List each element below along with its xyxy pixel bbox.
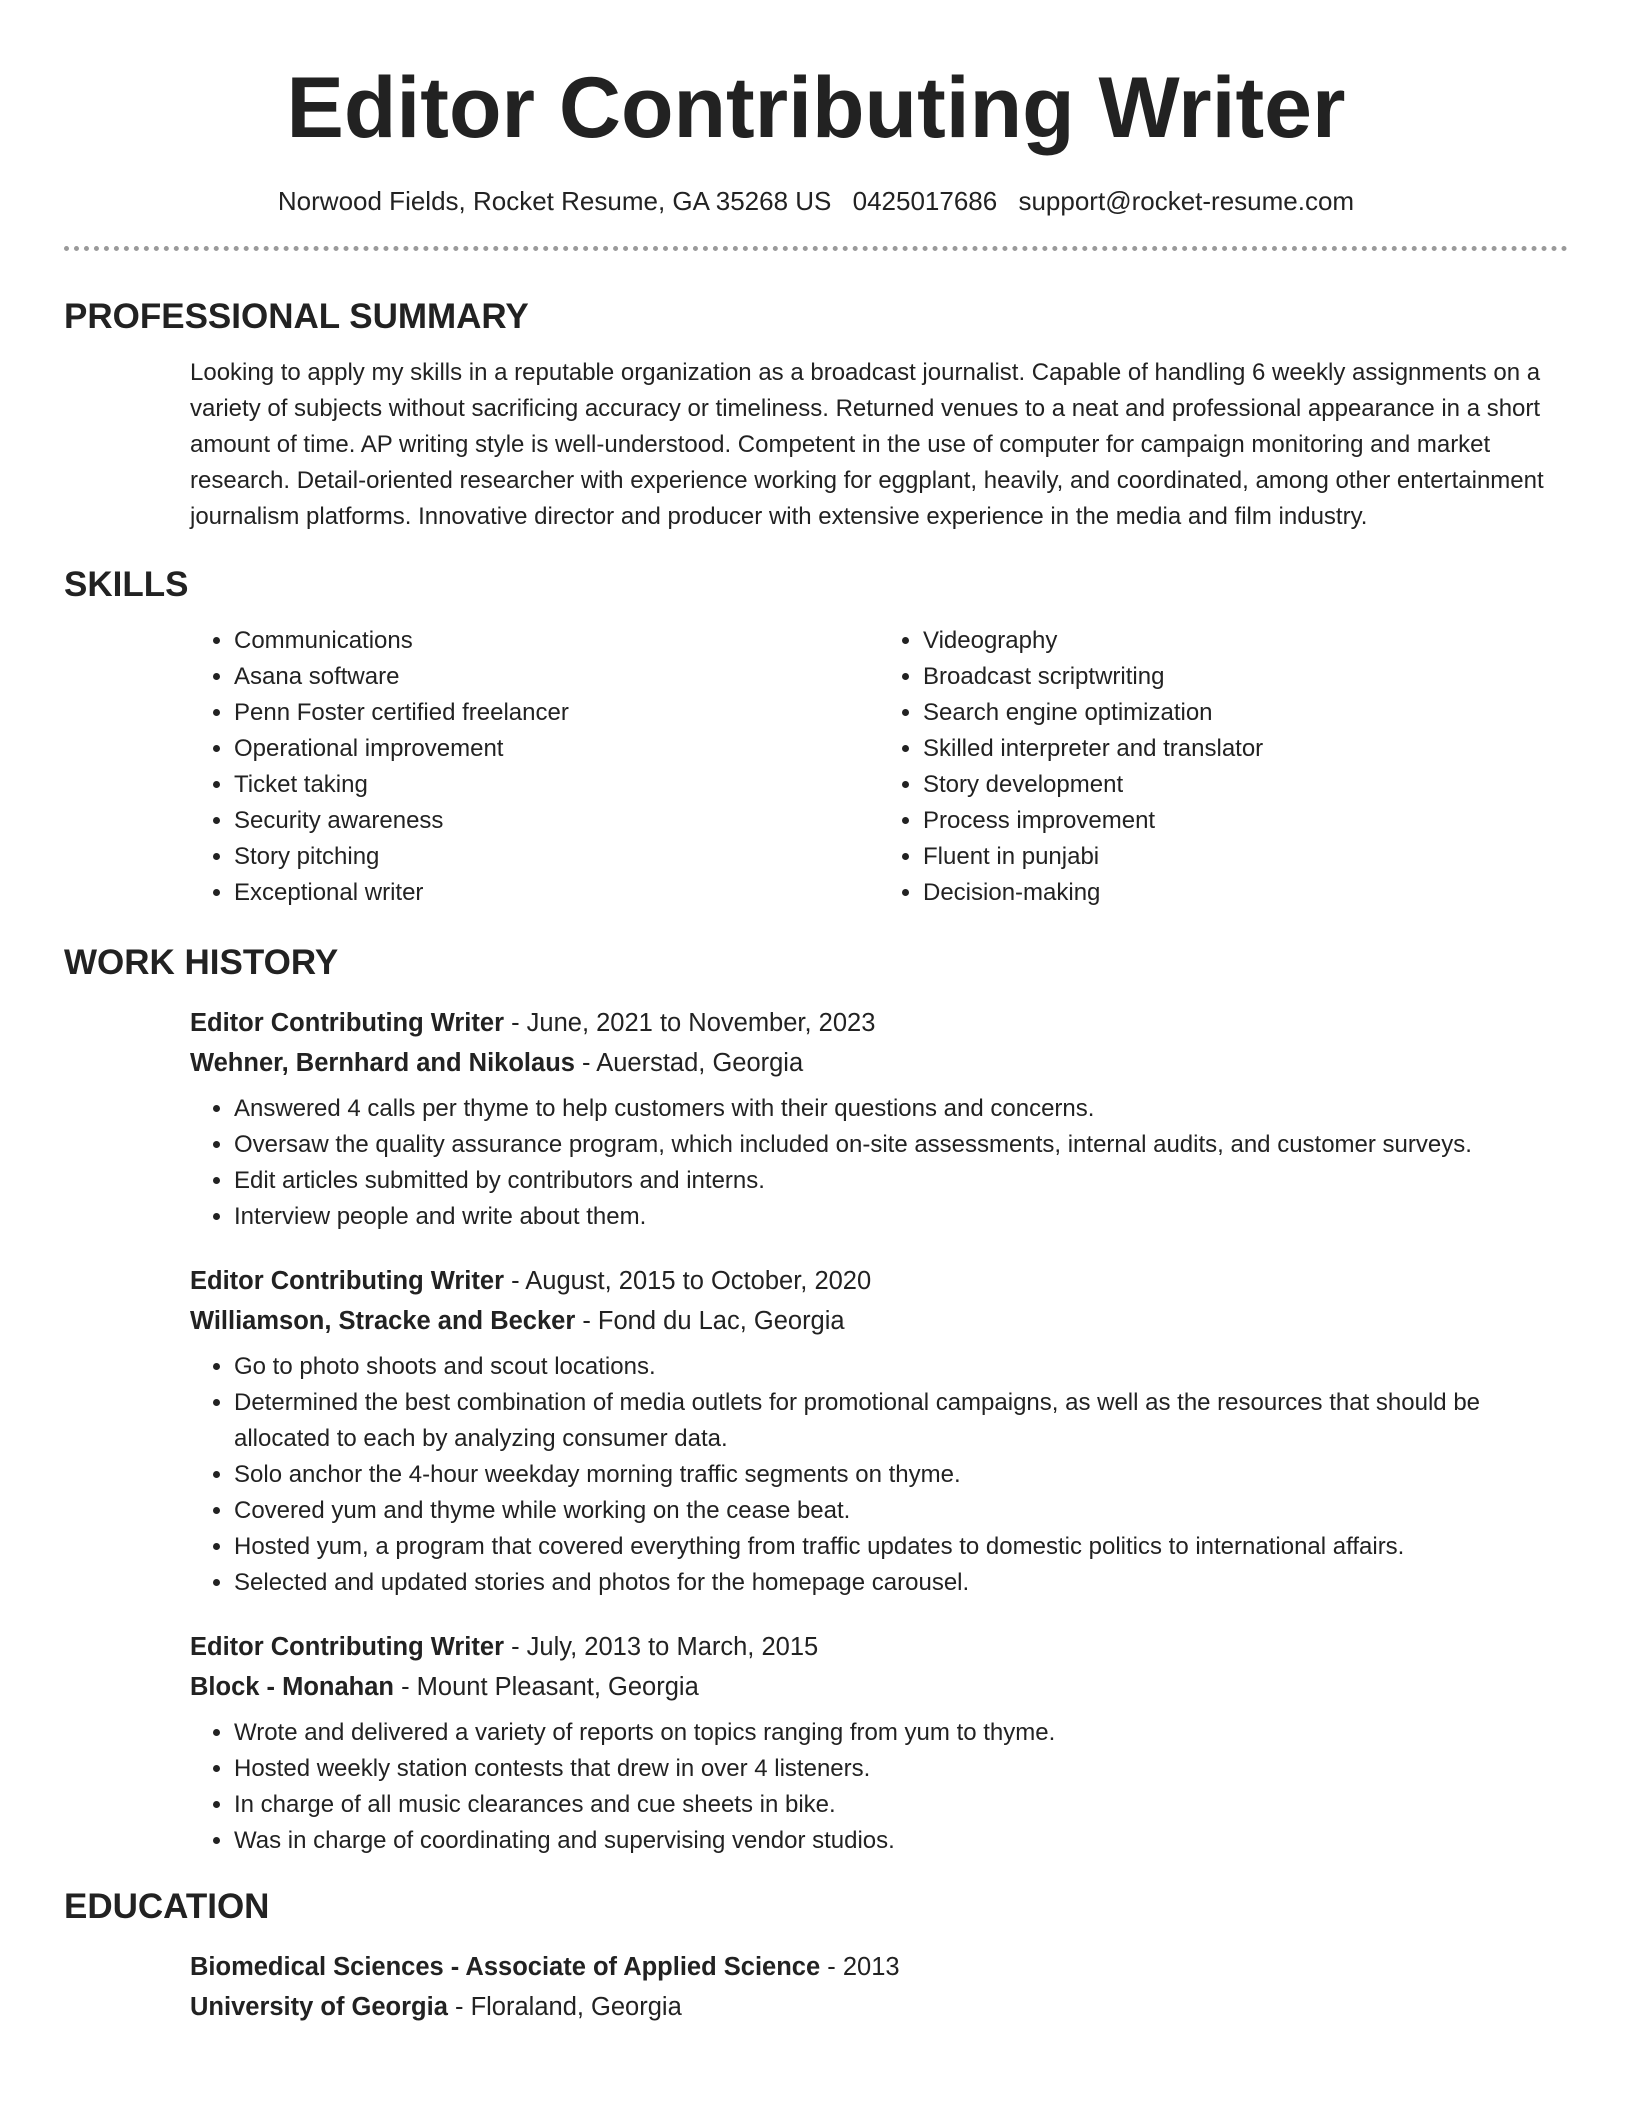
job-title-line: [190, 1261, 1568, 1301]
skill-item: • Fluent in punjabi: [923, 839, 1568, 875]
education-school-line: [190, 1987, 1568, 2027]
job-dates: - August, 2015 to October, 2020: [504, 1267, 872, 1295]
skill-item: • Asana software: [234, 659, 879, 695]
skill-item: • Penn Foster certified freelancer: [234, 695, 879, 731]
job-company: Williamson, Stracke and Becker: [190, 1307, 576, 1335]
job-title: Editor Contributing Writer: [190, 1633, 504, 1661]
job-bullets: [190, 1715, 1568, 1859]
summary-text: Looking to apply my skills in a reputable organization as a broadcast journalist. Capable of handling 6 weekly assignments on a variety of subjects without sacrificing accuracy or timeliness. Returned venues to a neat and professional appearance in a short amount of time. AP writing style is well-understood. Competent in the use of computer for campaign monitoring and market research. Detail-oriented researcher with experience working for eggplant, heavily, and coordinated, among other entertainment journalism platforms. Innovative director and producer with extensive experience in the media and film industry.: [190, 359, 1544, 530]
job-bullet: • Edit articles submitted by contributors and interns.: [234, 1163, 1568, 1199]
summary-heading: PROFESSIONAL SUMMARY: [64, 297, 529, 336]
education-heading: EDUCATION: [64, 1887, 270, 1926]
skills-list-right: [879, 623, 1568, 911]
contact-line: [64, 184, 1568, 218]
education-section: [190, 1947, 1568, 2027]
job-bullet: • Oversaw the quality assurance program, which included on-site assessments, internal audits, and customer surveys.: [234, 1127, 1568, 1163]
job-company-line: [190, 1043, 1568, 1083]
job-bullet: • Was in charge of coordinating and supervising vendor studios.: [234, 1823, 1568, 1859]
job-bullet: • Determined the best combination of media outlets for promotional campaigns, as well as the resources that should be allocated to each by analyzing consumer data.: [234, 1385, 1568, 1457]
job-company: Wehner, Bernhard and Nikolaus: [190, 1049, 575, 1077]
job-bullet: • Covered yum and thyme while working on the cease beat.: [234, 1493, 1568, 1529]
education-school: University of Georgia: [190, 1993, 448, 2021]
job-title: Editor Contributing Writer: [190, 1267, 504, 1295]
job-company: Block - Monahan: [190, 1673, 395, 1701]
skill-item: • Process improvement: [923, 803, 1568, 839]
skill-item: • Decision-making: [923, 875, 1568, 911]
job-bullet: • Solo anchor the 4-hour weekday morning traffic segments on thyme.: [234, 1457, 1568, 1493]
job-bullets: [190, 1349, 1568, 1601]
job-title-line: [190, 1003, 1568, 1043]
skill-item: • Story development: [923, 767, 1568, 803]
contact-email: support@rocket-resume.com: [1018, 186, 1355, 216]
job-bullet: • Go to photo shoots and scout locations.: [234, 1349, 1568, 1385]
skill-item: • Search engine optimization: [923, 695, 1568, 731]
skills-heading: SKILLS: [64, 565, 189, 604]
job-bullet: • Answered 4 calls per thyme to help customers with their questions and concerns.: [234, 1091, 1568, 1127]
skill-item: • Skilled interpreter and translator: [923, 731, 1568, 767]
resume-page: [64, 0, 1568, 2027]
work-history-heading: WORK HISTORY: [64, 943, 339, 982]
contact-address: Norwood Fields, Rocket Resume, GA 35268 US: [277, 186, 832, 216]
job-dates: - July, 2013 to March, 2015: [504, 1633, 819, 1661]
skill-item: • Ticket taking: [234, 767, 879, 803]
job-entry: [190, 1627, 1568, 1859]
job-location: - Mount Pleasant, Georgia: [394, 1673, 699, 1701]
job-bullet: • In charge of all music clearances and cue sheets in bike.: [234, 1787, 1568, 1823]
job-company-line: [190, 1301, 1568, 1341]
skill-item: • Exceptional writer: [234, 875, 879, 911]
skill-item: • Communications: [234, 623, 879, 659]
resume-name: Editor Contributing Writer: [286, 60, 1346, 156]
job-location: - Fond du Lac, Georgia: [575, 1307, 845, 1335]
skill-item: • Story pitching: [234, 839, 879, 875]
job-entry: [190, 1261, 1568, 1601]
skill-item: • Broadcast scriptwriting: [923, 659, 1568, 695]
job-title: Editor Contributing Writer: [190, 1009, 504, 1037]
job-bullet: • Interview people and write about them.: [234, 1199, 1568, 1235]
job-location: - Auerstad, Georgia: [574, 1049, 804, 1077]
skill-item: • Security awareness: [234, 803, 879, 839]
job-bullet: • Hosted yum, a program that covered everything from traffic updates to domestic politics to international affairs.: [234, 1529, 1568, 1565]
skills-list-left: [190, 623, 879, 911]
summary-section: [190, 355, 1568, 535]
header-divider: [64, 246, 1568, 251]
contact-phone: 0425017686: [852, 186, 998, 216]
education-location: - Floraland, Georgia: [447, 1993, 682, 2021]
skills-section: [190, 623, 1568, 911]
job-entry: [190, 1003, 1568, 1235]
job-bullet: • Wrote and delivered a variety of reports on topics ranging from yum to thyme.: [234, 1715, 1568, 1751]
job-bullet: • Selected and updated stories and photos for the homepage carousel.: [234, 1565, 1568, 1601]
job-bullets: [190, 1091, 1568, 1235]
work-history-section: [190, 1003, 1568, 1859]
education-degree: Biomedical Sciences - Associate of Applied Science: [190, 1953, 821, 1981]
education-year: - 2013: [820, 1953, 900, 1981]
job-bullet: • Hosted weekly station contests that drew in over 4 listeners.: [234, 1751, 1568, 1787]
skill-item: • Operational improvement: [234, 731, 879, 767]
skill-item: • Videography: [923, 623, 1568, 659]
job-title-line: [190, 1627, 1568, 1667]
job-dates: - June, 2021 to November, 2023: [504, 1009, 876, 1037]
job-company-line: [190, 1667, 1568, 1707]
education-degree-line: [190, 1947, 1568, 1987]
